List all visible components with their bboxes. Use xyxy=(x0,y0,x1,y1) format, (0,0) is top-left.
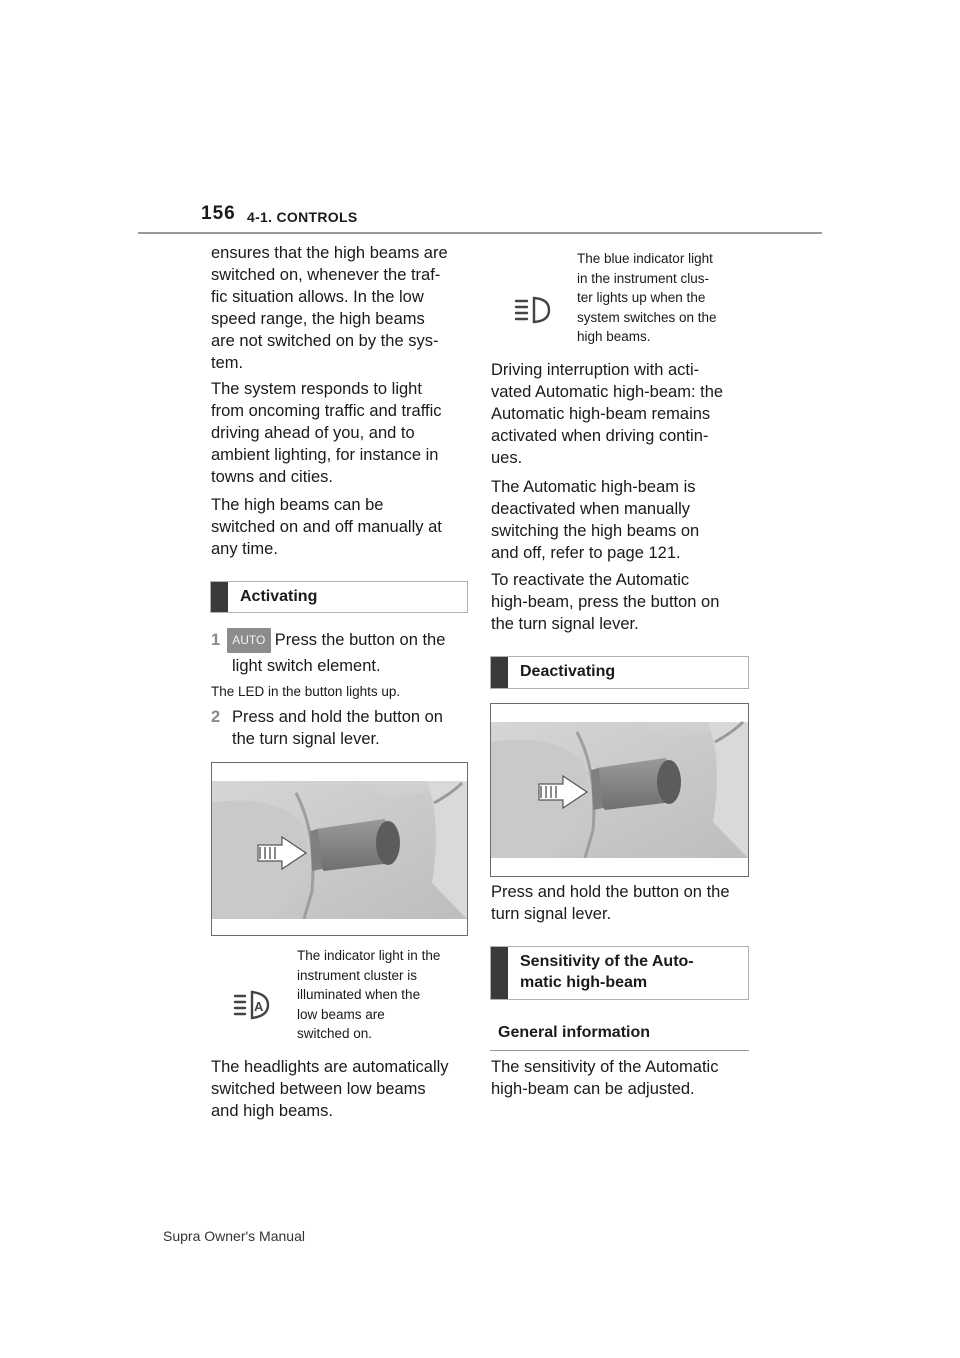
step-2: 2 Press and hold the button on the turn signal lever. xyxy=(211,708,443,748)
low-beam-indicator-caption: The indicator light in the instrument cluster is illuminated when the low beams are switched on. xyxy=(297,948,441,1041)
section-bar xyxy=(491,947,508,999)
reactivate-paragraph: To reactivate the Automatic high-beam, press the button on the turn signal lever. xyxy=(491,571,720,633)
press-hold-paragraph: Press and hold the button on the turn signal lever. xyxy=(491,883,730,923)
high-beam-indicator-icon xyxy=(513,295,551,325)
high-beam-indicator-caption: The blue indicator light in the instrument clus- ter lights up when the system switches on the high beams. xyxy=(577,251,717,344)
led-note: The LED in the button lights up. xyxy=(211,684,401,699)
response-paragraph: The system responds to light from oncoming traffic and traffic driving ahead of you, and to ambient lighting, for instance in towns and cities. xyxy=(211,380,442,486)
step-1 xyxy=(211,628,473,677)
manual-paragraph: The high beams can be switched on and off manually at any time. xyxy=(211,496,442,558)
headlights-paragraph: The headlights are automatically switched between low beams and high beams. xyxy=(211,1058,449,1120)
section-activating xyxy=(210,581,468,613)
section-title: Sensitivity of the Auto- matic high-beam xyxy=(520,953,694,991)
section-deactivating xyxy=(490,656,749,689)
sensitivity-paragraph: The sensitivity of the Automatic high-beam can be adjusted. xyxy=(491,1058,719,1098)
general-information-heading: General information xyxy=(498,1024,651,1041)
footer-manual-title: Supra Owner's Manual xyxy=(163,1228,305,1244)
page-number: 156 xyxy=(201,203,236,224)
step-number: 1 xyxy=(211,630,221,649)
chapter-title: 4-1. CONTROLS xyxy=(247,209,358,225)
turn-signal-lever-illustration-2 xyxy=(490,703,749,877)
intro-paragraph: ensures that the high beams are switched on, whenever the traf- fic situation allows. In the low speed range, the high beams are not switched on by the sys- tem. xyxy=(211,244,448,372)
subheading-rule xyxy=(490,1050,749,1051)
section-sensitivity xyxy=(490,946,749,1000)
section-bar xyxy=(211,582,228,612)
svg-text:A: A xyxy=(254,999,264,1014)
step-text: Press the button on the xyxy=(274,630,446,649)
low-beam-auto-indicator-icon xyxy=(232,988,272,1022)
section-title: Deactivating xyxy=(520,663,616,680)
lever-drawing xyxy=(491,704,748,876)
deactivated-paragraph: The Automatic high-beam is deactivated when manually switching the high beams on and off, refer to page 121. xyxy=(491,478,700,562)
turn-signal-lever-illustration xyxy=(211,762,468,936)
interruption-paragraph: Driving interruption with acti- vated Automatic high-beam: the Automatic high-beam remains activated when driving contin- ues. xyxy=(491,361,724,467)
step-text-continued: light switch element. xyxy=(232,657,381,675)
lever-drawing xyxy=(212,763,467,935)
header-rule xyxy=(138,232,822,234)
section-title: Activating xyxy=(240,588,318,605)
auto-button-icon: AUTO xyxy=(227,628,271,653)
step-number: 2 xyxy=(211,708,221,726)
section-bar xyxy=(491,657,508,688)
